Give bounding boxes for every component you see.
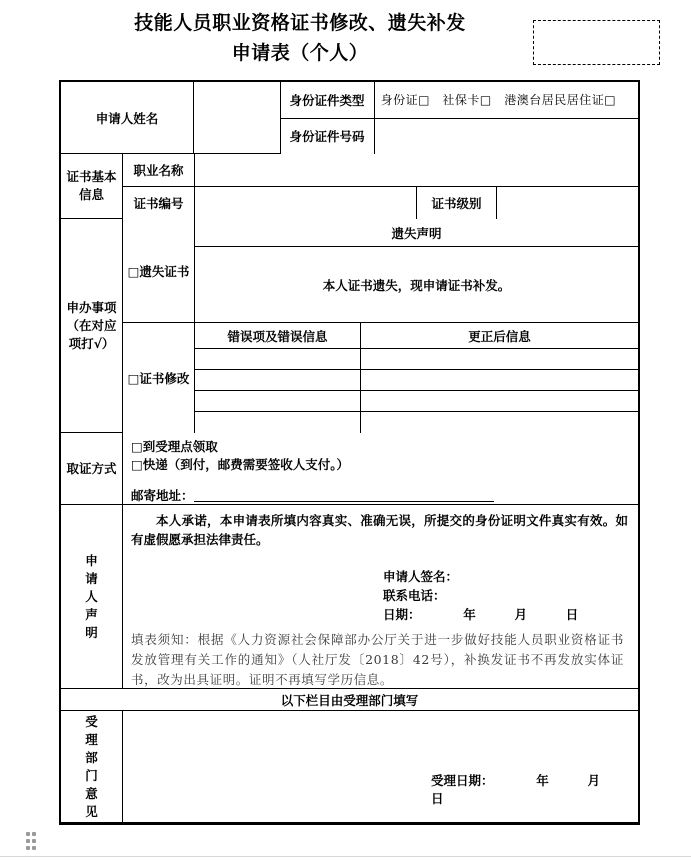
acceptance-date-month: 月 bbox=[587, 773, 600, 788]
declaration-date-row[interactable] bbox=[383, 605, 628, 624]
acceptance-label bbox=[61, 711, 123, 822]
id-number-row bbox=[281, 119, 638, 155]
acceptance-banner-text: 以下栏目由受理部门填写 bbox=[280, 692, 419, 708]
lost-statement-header: 遗失声明 bbox=[195, 219, 638, 247]
modify-error-input[interactable] bbox=[195, 349, 361, 370]
dot bbox=[32, 846, 36, 850]
page-title bbox=[85, 8, 515, 68]
phone-label[interactable]: 联系电话： bbox=[383, 588, 446, 603]
application-form-table bbox=[59, 80, 640, 825]
acceptance-section bbox=[61, 711, 638, 822]
dot bbox=[32, 832, 36, 836]
certificate-number-row bbox=[123, 187, 638, 219]
drag-handle-icon[interactable] bbox=[26, 832, 40, 852]
title-area bbox=[0, 8, 691, 74]
occupation-row bbox=[123, 154, 638, 187]
signature-label[interactable]: 申请人签名： bbox=[383, 569, 459, 584]
applicant-name-input[interactable] bbox=[194, 82, 280, 154]
declaration-date-day: 日 bbox=[565, 607, 579, 622]
footer-divider bbox=[0, 856, 691, 857]
collection-method-label-text: 取证方式 bbox=[66, 460, 117, 476]
lost-certificate-block bbox=[123, 219, 638, 323]
certificate-basic-label bbox=[61, 154, 123, 219]
acceptance-date-day: 日 bbox=[431, 791, 444, 806]
mailing-address-label: 邮寄地址： bbox=[131, 488, 194, 503]
mailing-address-input[interactable] bbox=[194, 489, 494, 502]
acceptance-date-row[interactable] bbox=[431, 771, 638, 807]
page-title-line1: 技能人员职业资格证书修改、遗失补发 bbox=[134, 12, 466, 34]
modify-corrected-input[interactable] bbox=[361, 370, 638, 391]
table-row bbox=[195, 370, 638, 391]
apply-items-label bbox=[61, 219, 123, 433]
form-notice-text: 填表须知：根据《人力资源社会保障部办公厅关于进一步做好技能人员职业资格证书发放管理有关工作的通知》（人社厅发〔2018〕42号），补换发证书不再发放实体证书，改为出具证明。证明不再填写学历信息。 bbox=[131, 632, 624, 687]
applicant-name-label: 申请人姓名 bbox=[61, 82, 194, 154]
id-type-options[interactable]: 身份证□ 社保卡□ 港澳台居民居住证□ bbox=[380, 93, 617, 108]
id-type-row bbox=[281, 82, 638, 119]
apply-items-label-text: 申办事项（在对应项打√） bbox=[66, 299, 117, 351]
dot bbox=[26, 832, 30, 836]
certificate-number-label: 证书编号 bbox=[123, 187, 195, 219]
modify-certificate-block bbox=[123, 323, 638, 433]
pickup-checkbox[interactable]: □到受理点领取 bbox=[131, 439, 218, 454]
certificate-number-input[interactable] bbox=[195, 187, 417, 219]
modify-corrected-input[interactable] bbox=[361, 412, 638, 433]
express-checkbox[interactable]: □快递（到付，邮费需要签收人支付。） bbox=[131, 457, 350, 472]
modify-error-input[interactable] bbox=[195, 391, 361, 412]
occupation-label: 职业名称 bbox=[123, 154, 195, 187]
dot bbox=[26, 839, 30, 843]
page-title-line2: 申请表（个人） bbox=[231, 42, 369, 64]
acceptance-banner bbox=[61, 689, 638, 711]
declaration-body bbox=[123, 505, 638, 689]
declaration-date-year: 年 bbox=[463, 607, 476, 622]
id-type-label: 身份证件类型 bbox=[281, 82, 375, 118]
lost-certificate-checkbox[interactable]: □遗失证书 bbox=[123, 219, 195, 323]
table-row bbox=[195, 412, 638, 433]
collection-method-label bbox=[61, 433, 123, 505]
id-number-label: 身份证件号码 bbox=[281, 119, 375, 155]
signature-block bbox=[131, 567, 628, 624]
certificate-basic-section bbox=[61, 154, 638, 219]
certificate-level-label: 证书级别 bbox=[417, 187, 497, 219]
collection-method-section bbox=[61, 433, 638, 505]
modify-col-error-header: 错误项及错误信息 bbox=[195, 323, 361, 349]
acceptance-banner-row bbox=[61, 689, 638, 711]
dot bbox=[32, 839, 36, 843]
apply-items-section bbox=[61, 219, 638, 433]
lost-statement-text: 本人证书遗失，现申请证书补发。 bbox=[195, 247, 638, 323]
modify-header-row bbox=[195, 323, 638, 349]
declaration-label bbox=[61, 505, 123, 689]
certificate-level-input[interactable] bbox=[497, 187, 638, 219]
declaration-section bbox=[61, 505, 638, 689]
table-row bbox=[195, 349, 638, 370]
acceptance-label-text: 受 理 部 门 意 见 bbox=[85, 713, 98, 819]
id-info-group bbox=[281, 82, 638, 154]
declaration-label-text: 申 请 人 声 明 bbox=[85, 552, 98, 640]
applicant-section bbox=[61, 82, 638, 154]
modify-error-input[interactable] bbox=[195, 412, 361, 433]
collection-method-options bbox=[123, 433, 638, 505]
modify-col-corrected-header: 更正后信息 bbox=[361, 323, 638, 349]
dot bbox=[26, 846, 30, 850]
certificate-basic-label-text: 证书基本信息 bbox=[66, 169, 117, 202]
modify-error-input[interactable] bbox=[195, 370, 361, 391]
modify-corrected-input[interactable] bbox=[361, 349, 638, 370]
declaration-date-label: 日期： bbox=[383, 607, 421, 622]
table-row bbox=[195, 391, 638, 412]
id-number-input[interactable] bbox=[375, 119, 638, 155]
occupation-input[interactable] bbox=[195, 154, 638, 187]
declaration-text: 本人承诺，本申请表所填内容真实、准确无误，所提交的身份证明文件真实有效。如有虚假愿承担法律责任。 bbox=[131, 513, 628, 547]
stamp-box[interactable] bbox=[533, 20, 660, 65]
modify-certificate-checkbox[interactable]: □证书修改 bbox=[123, 323, 195, 433]
acceptance-date-label: 受理日期： bbox=[431, 773, 494, 788]
declaration-date-month: 月 bbox=[514, 607, 527, 622]
acceptance-date-year: 年 bbox=[536, 773, 549, 788]
modify-corrected-input[interactable] bbox=[361, 391, 638, 412]
